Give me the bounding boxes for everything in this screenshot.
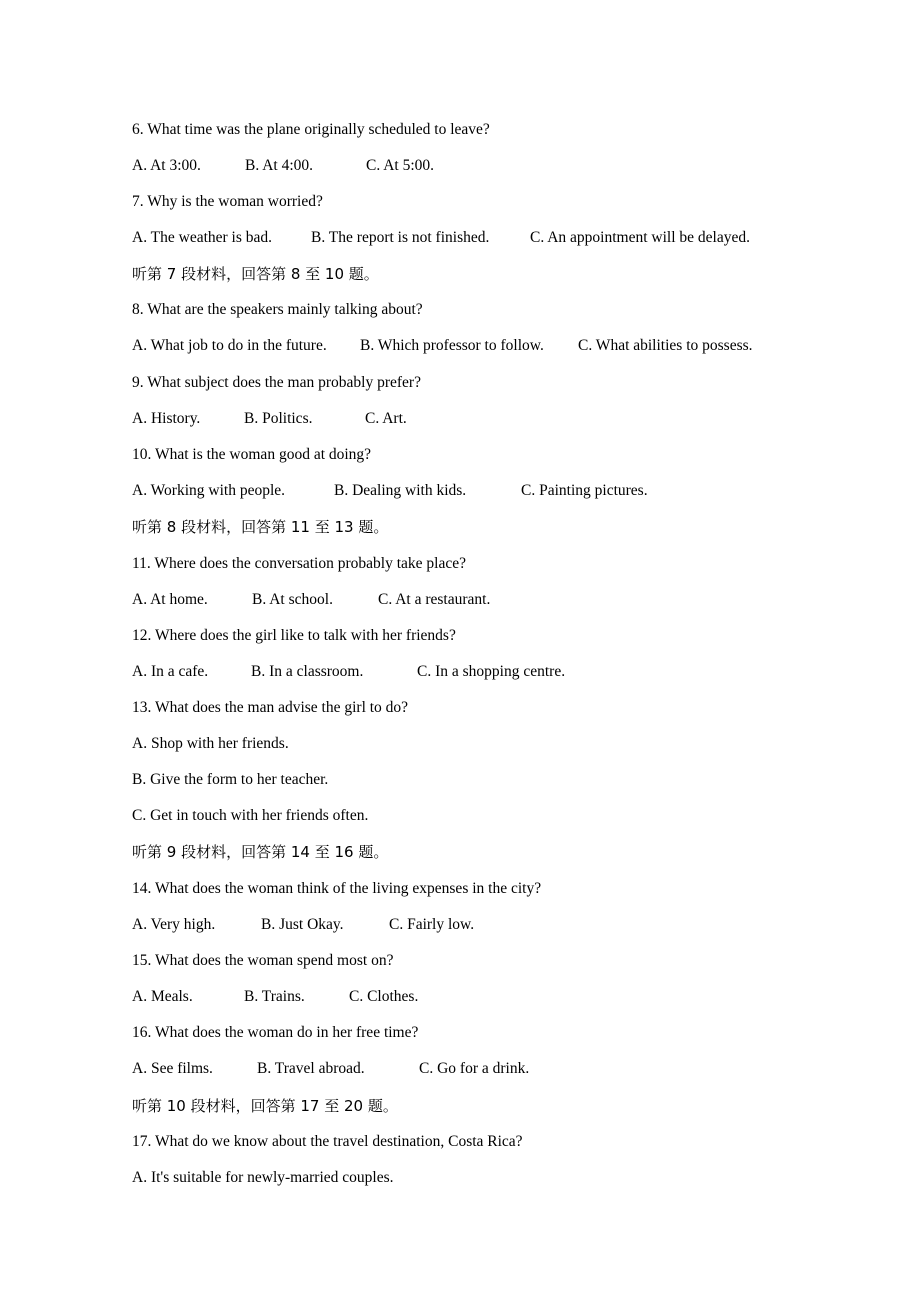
question-12: 12. Where does the girl like to talk with her friends? <box>132 627 456 644</box>
option-7c: C. An appointment will be delayed. <box>530 229 750 246</box>
option-11c: C. At a restaurant. <box>378 591 491 608</box>
option-10b: B. Dealing with kids. <box>334 482 467 499</box>
option-8a: A. What job to do in the future. <box>132 337 327 354</box>
question-16: 16. What does the woman do in her free time? <box>132 1024 419 1041</box>
option-16a: A. See films. <box>132 1060 213 1077</box>
question-6: 6. What time was the plane originally scheduled to leave? <box>132 121 490 138</box>
option-7b: B. The report is not finished. <box>311 229 490 246</box>
question-17: 17. What do we know about the travel destination, Costa Rica? <box>132 1133 523 1150</box>
question-10: 10. What is the woman good at doing? <box>132 446 372 463</box>
options-12 <box>132 660 832 684</box>
option-6b: B. At 4:00. <box>245 157 314 174</box>
option-9b: B. Politics. <box>244 410 313 427</box>
option-14a: A. Very high. <box>132 916 216 933</box>
option-17a: A. It's suitable for newly-married couples. <box>132 1169 394 1186</box>
options-16 <box>132 1057 832 1081</box>
option-6a: A. At 3:00. <box>132 157 201 174</box>
options-10 <box>132 479 832 503</box>
option-11b: B. At school. <box>252 591 333 608</box>
option-16b: B. Travel abroad. <box>257 1060 365 1077</box>
question-13: 13. What does the man advise the girl to do? <box>132 699 409 716</box>
option-6c: C. At 5:00. <box>366 157 435 174</box>
option-10c: C. Painting pictures. <box>521 482 648 499</box>
option-15b: B. Trains. <box>244 988 305 1005</box>
option-16c: C. Go for a drink. <box>419 1060 530 1077</box>
option-12a: A. In a cafe. <box>132 663 209 680</box>
option-10a: A. Working with people. <box>132 482 286 499</box>
question-11: 11. Where does the conversation probably take place? <box>132 555 466 572</box>
option-11a: A. At home. <box>132 591 208 608</box>
option-14c: C. Fairly low. <box>389 916 475 933</box>
options-7 <box>132 226 832 250</box>
section-heading-8: 听第 8 段材料，回答第 11 至 13 题。 <box>132 518 389 536</box>
options-8 <box>132 334 832 358</box>
option-8c: C. What abilities to possess. <box>578 337 753 354</box>
question-15: 15. What does the woman spend most on? <box>132 952 394 969</box>
options-9 <box>132 407 832 431</box>
section-heading-10: 听第 10 段材料，回答第 17 至 20 题。 <box>132 1097 398 1115</box>
options-14 <box>132 913 832 937</box>
options-6 <box>132 154 832 178</box>
option-12c: C. In a shopping centre. <box>417 663 566 680</box>
options-15 <box>132 985 832 1009</box>
option-9a: A. History. <box>132 410 201 427</box>
option-13c: C. Get in touch with her friends often. <box>132 807 369 824</box>
option-12b: B. In a classroom. <box>251 663 364 680</box>
section-heading-7: 听第 7 段材料，回答第 8 至 10 题。 <box>132 265 379 283</box>
option-7a: A. The weather is bad. <box>132 229 273 246</box>
option-9c: C. Art. <box>365 410 407 427</box>
question-9: 9. What subject does the man probably prefer? <box>132 374 421 391</box>
options-11 <box>132 588 832 612</box>
option-15a: A. Meals. <box>132 988 193 1005</box>
option-13a: A. Shop with her friends. <box>132 735 289 752</box>
option-13b: B. Give the form to her teacher. <box>132 771 329 788</box>
option-14b: B. Just Okay. <box>261 916 344 933</box>
question-14: 14. What does the woman think of the living expenses in the city? <box>132 880 542 897</box>
option-8b: B. Which professor to follow. <box>360 337 544 354</box>
section-heading-9: 听第 9 段材料，回答第 14 至 16 题。 <box>132 843 389 861</box>
option-15c: C. Clothes. <box>349 988 419 1005</box>
question-8: 8. What are the speakers mainly talking about? <box>132 301 423 318</box>
question-7: 7. Why is the woman worried? <box>132 193 323 210</box>
